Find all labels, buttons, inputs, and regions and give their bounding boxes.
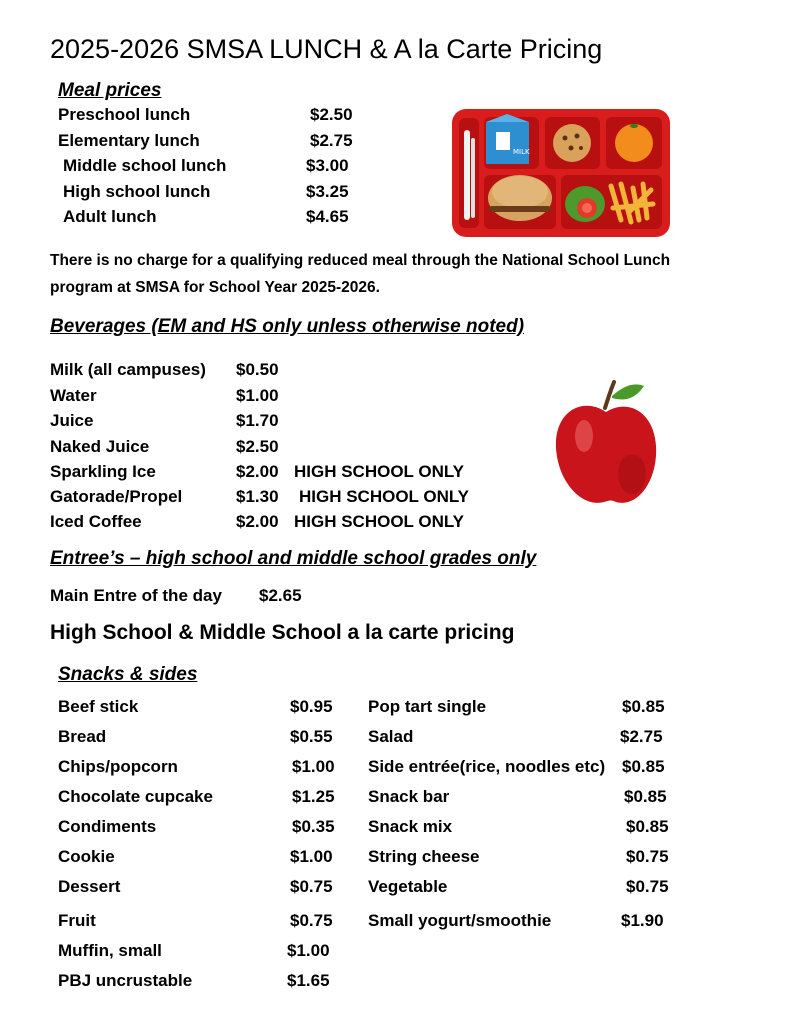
beverage-price: $2.50	[236, 437, 279, 456]
beverage-name: Milk (all campuses)	[50, 360, 206, 379]
snack-name: Dessert	[58, 877, 121, 896]
snack-name: Beef stick	[58, 697, 139, 716]
snack-price: $0.75	[626, 847, 669, 866]
beverages-heading: Beverages (EM and HS only unless otherwise noted)	[50, 316, 525, 337]
lunch-tray-icon	[451, 108, 671, 238]
beverage-price: $1.00	[236, 386, 279, 405]
meal-item-price: $4.65	[306, 207, 349, 226]
snack-price: $0.95	[290, 697, 333, 716]
snack-price: $1.65	[287, 971, 330, 990]
beverage-price: $0.50	[236, 360, 279, 379]
snack-name: Side entrée(rice, noodles etc)	[368, 757, 606, 776]
snack-price: $0.75	[290, 911, 333, 930]
snack-name: Chocolate cupcake	[58, 787, 213, 806]
snack-name: Small yogurt/smoothie	[368, 911, 552, 930]
beverage-price: $1.30	[236, 487, 279, 506]
beverage-note: HIGH SCHOOL ONLY	[299, 487, 470, 506]
snack-name: Bread	[58, 727, 107, 746]
beverage-name: Juice	[50, 411, 94, 430]
snack-name: Snack mix	[368, 817, 453, 836]
apple-icon	[552, 378, 660, 510]
snack-name: Condiments	[58, 817, 157, 836]
snack-name: Chips/popcorn	[58, 757, 178, 776]
beverage-price: $2.00	[236, 462, 279, 481]
meal-item-name: Preschool lunch	[58, 105, 191, 124]
reduced-meal-note: There is no charge for a qualifying reduced meal through the National School Lunch program at SMSA for School Year 2025-2026.	[50, 252, 671, 296]
meal-item-name: Adult lunch	[63, 207, 157, 226]
snack-name: Muffin, small	[58, 941, 162, 960]
beverage-name: Iced Coffee	[50, 512, 142, 531]
snack-price: $0.75	[290, 877, 333, 896]
snack-price: $1.00	[292, 757, 335, 776]
meal-item-name: High school lunch	[63, 182, 211, 201]
snack-name: Salad	[368, 727, 414, 746]
meal-item-price: $3.25	[306, 182, 349, 201]
snack-price: $1.00	[287, 941, 330, 960]
snack-price: $0.85	[624, 787, 667, 806]
snack-name: Vegetable	[368, 877, 448, 896]
snack-name: String cheese	[368, 847, 480, 866]
entree-price: $2.65	[259, 586, 302, 605]
beverage-price: $2.00	[236, 512, 279, 531]
milk-carton-label: MILK	[513, 148, 530, 156]
snack-price: $2.75	[620, 727, 663, 746]
meal-item-price: $3.00	[306, 156, 349, 175]
snack-price: $0.85	[626, 817, 669, 836]
snack-price: $0.85	[622, 697, 665, 716]
entree-name: Main Entre of the day	[50, 586, 222, 605]
snack-price: $0.75	[626, 877, 669, 896]
beverage-name: Naked Juice	[50, 437, 150, 456]
beverage-name: Water	[50, 386, 97, 405]
alacarte-heading: High School & Middle School a la carte pricing	[50, 621, 515, 644]
snack-name: PBJ uncrustable	[58, 971, 193, 990]
meal-item-name: Middle school lunch	[63, 156, 227, 175]
snack-name: Snack bar	[368, 787, 450, 806]
page-title: 2025-2026 SMSA LUNCH & A la Carte Pricing	[50, 34, 603, 64]
snacks-sides-heading: Snacks & sides	[58, 664, 198, 685]
meal-item-price: $2.75	[310, 131, 353, 150]
meal-item-price: $2.50	[310, 105, 353, 124]
snack-price: $1.90	[621, 911, 664, 930]
snack-price: $0.55	[290, 727, 333, 746]
snack-price: $1.25	[292, 787, 335, 806]
beverage-price: $1.70	[236, 411, 279, 430]
beverage-note: HIGH SCHOOL ONLY	[294, 512, 465, 531]
snack-price: $1.00	[290, 847, 333, 866]
snack-price: $0.85	[622, 757, 665, 776]
beverage-name: Sparkling Ice	[50, 462, 156, 481]
snack-name: Cookie	[58, 847, 115, 866]
beverage-name: Gatorade/Propel	[50, 487, 183, 506]
beverage-note: HIGH SCHOOL ONLY	[294, 462, 465, 481]
snack-price: $0.35	[292, 817, 335, 836]
meal-prices-heading: Meal prices	[58, 80, 162, 101]
meal-item-name: Elementary lunch	[58, 131, 200, 150]
snack-name: Fruit	[58, 911, 96, 930]
snack-name: Pop tart single	[368, 697, 487, 716]
entrees-heading: Entree’s – high school and middle school grades only	[50, 548, 537, 569]
